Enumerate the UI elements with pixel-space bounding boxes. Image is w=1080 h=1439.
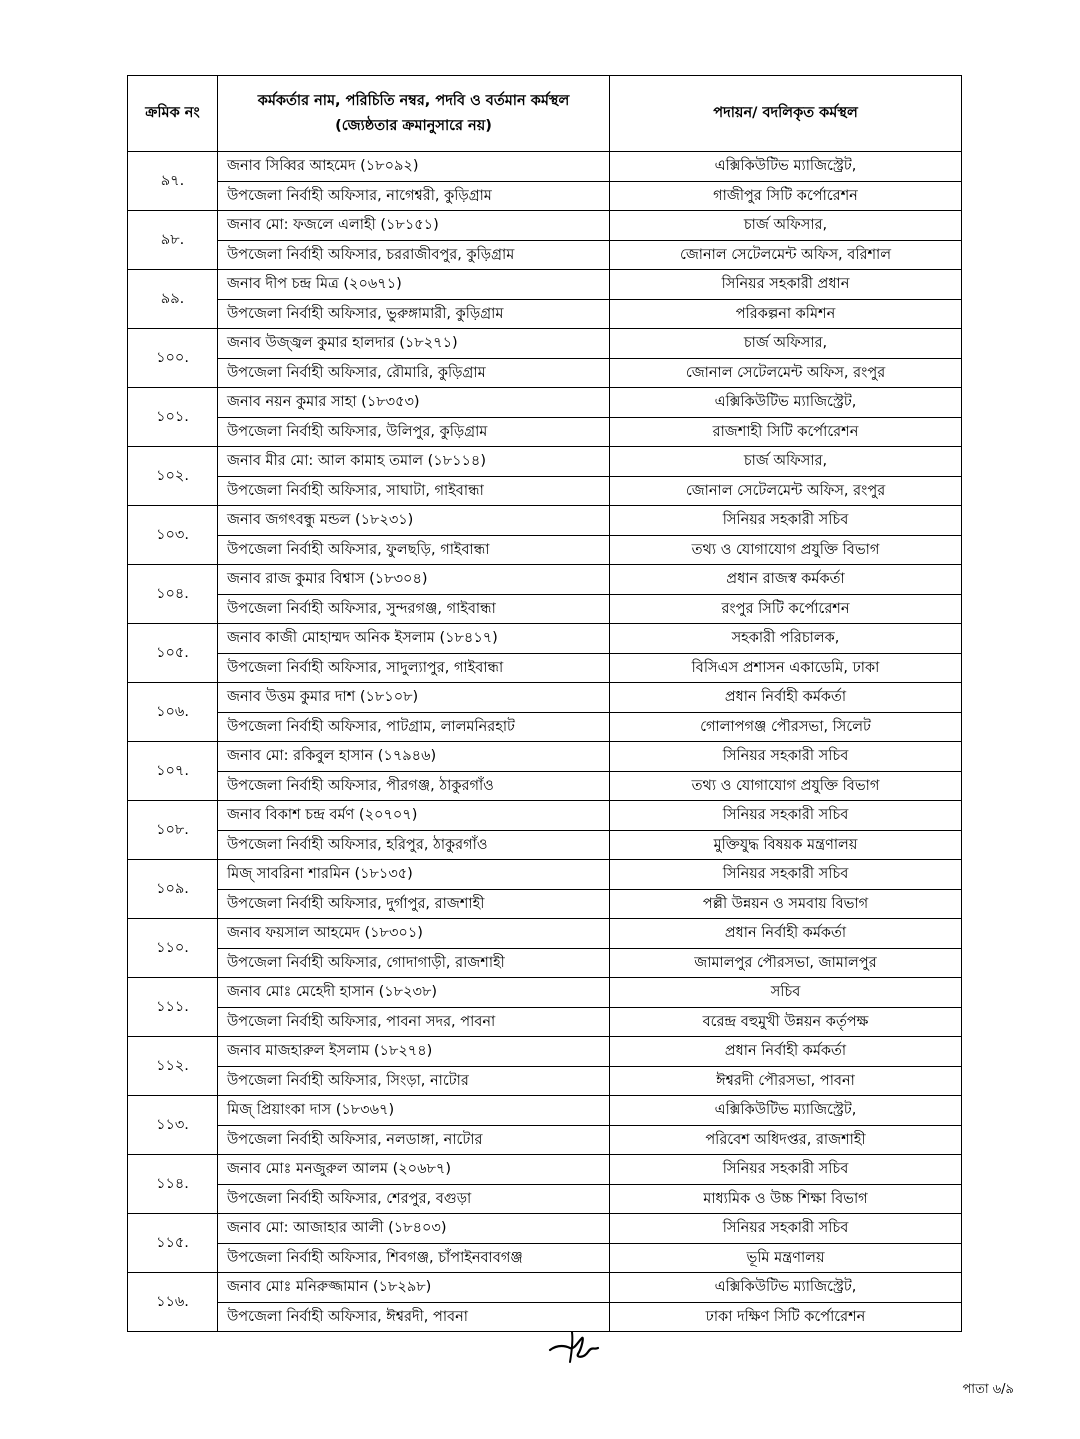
posting-office-cell: মুক্তিযুদ্ধ বিষয়ক মন্ত্রণালয় bbox=[610, 830, 962, 860]
officer-name-cell: জনাব মোঃ মনিরুজ্জামান (১৮২৯৮) bbox=[218, 1273, 610, 1303]
serial-cell: ১০৩. bbox=[128, 506, 218, 565]
officer-name-cell: জনাব মীর মো: আল কামাহ তমাল (১৮১১৪) bbox=[218, 447, 610, 477]
current-workplace-cell: উপজেলা নির্বাহী অফিসার, শিবগঞ্জ, চাঁপাইনবাবগঞ্জ bbox=[218, 1243, 610, 1273]
posting-title-cell: প্রধান নির্বাহী কর্মকর্তা bbox=[610, 1037, 962, 1067]
officer-name-cell: জনাব মো: ফজলে এলাহী (১৮১৫১) bbox=[218, 211, 610, 241]
table-row bbox=[128, 1096, 962, 1126]
serial-cell: ৯৯. bbox=[128, 270, 218, 329]
posting-office-cell: রংপুর সিটি কর্পোরেশন bbox=[610, 594, 962, 624]
current-workplace-cell: উপজেলা নির্বাহী অফিসার, দুর্গাপুর, রাজশাহী bbox=[218, 889, 610, 919]
current-workplace-cell: উপজেলা নির্বাহী অফিসার, রৌমারি, কুড়িগ্রাম bbox=[218, 358, 610, 388]
header-officer-line2: (জ্যেষ্ঠতার ক্রমানুসারে নয়) bbox=[335, 117, 492, 134]
header-officer-line1: কর্মকর্তার নাম, পরিচিতি নম্বর, পদবি ও বর্তমান কর্মস্থল bbox=[257, 92, 570, 109]
posting-office-cell: বরেন্দ্র বহুমুখী উন্নয়ন কর্তৃপক্ষ bbox=[610, 1007, 962, 1037]
serial-cell: ১০২. bbox=[128, 447, 218, 506]
posting-title-cell: চার্জ অফিসার, bbox=[610, 211, 962, 241]
current-workplace-cell: উপজেলা নির্বাহী অফিসার, সিংড়া, নাটোর bbox=[218, 1066, 610, 1096]
officer-name-cell: জনাব কাজী মোহাম্মদ অনিক ইসলাম (১৮৪১৭) bbox=[218, 624, 610, 654]
posting-office-cell: তথ্য ও যোগাযোগ প্রযুক্তি বিভাগ bbox=[610, 535, 962, 565]
table-row bbox=[128, 742, 962, 772]
current-workplace-cell: উপজেলা নির্বাহী অফিসার, ঈশ্বরদী, পাবনা bbox=[218, 1302, 610, 1332]
table-row-continued bbox=[128, 889, 962, 919]
table-row-continued bbox=[128, 712, 962, 742]
posting-office-cell: গাজীপুর সিটি কর্পোরেশন bbox=[610, 181, 962, 211]
officer-name-cell: জনাব রাজ কুমার বিশ্বাস (১৮৩০৪) bbox=[218, 565, 610, 595]
table-row-continued bbox=[128, 1007, 962, 1037]
table-row-continued bbox=[128, 240, 962, 270]
table-row bbox=[128, 1214, 962, 1244]
current-workplace-cell: উপজেলা নির্বাহী অফিসার, গোদাগাড়ী, রাজশাহী bbox=[218, 948, 610, 978]
current-workplace-cell: উপজেলা নির্বাহী অফিসার, সুন্দরগঞ্জ, গাইবান্ধা bbox=[218, 594, 610, 624]
table-row-continued bbox=[128, 299, 962, 329]
current-workplace-cell: উপজেলা নির্বাহী অফিসার, সাঘাটা, গাইবান্ধা bbox=[218, 476, 610, 506]
table-row-continued bbox=[128, 1066, 962, 1096]
posting-office-cell: জোনাল সেটেলমেন্ট অফিস, রংপুর bbox=[610, 358, 962, 388]
posting-title-cell: প্রধান নির্বাহী কর্মকর্তা bbox=[610, 919, 962, 949]
posting-office-cell: পল্লী উন্নয়ন ও সমবায় বিভাগ bbox=[610, 889, 962, 919]
table-row-continued bbox=[128, 653, 962, 683]
posting-office-cell: ঢাকা দক্ষিণ সিটি কর্পোরেশন bbox=[610, 1302, 962, 1332]
officer-name-cell: জনাব নয়ন কুমার সাহা (১৮৩৫৩) bbox=[218, 388, 610, 418]
table-row-continued bbox=[128, 476, 962, 506]
table-row bbox=[128, 270, 962, 300]
current-workplace-cell: উপজেলা নির্বাহী অফিসার, সাদুল্যাপুর, গাইবান্ধা bbox=[218, 653, 610, 683]
current-workplace-cell: উপজেলা নির্বাহী অফিসার, ভুরুঙ্গামারী, কুড়িগ্রাম bbox=[218, 299, 610, 329]
current-workplace-cell: উপজেলা নির্বাহী অফিসার, পীরগঞ্জ, ঠাকুরগাঁও bbox=[218, 771, 610, 801]
officer-name-cell: মিজ্ প্রিয়াংকা দাস (১৮৩৬৭) bbox=[218, 1096, 610, 1126]
posting-title-cell: এক্সিকিউটিভ ম্যাজিস্ট্রেট, bbox=[610, 388, 962, 418]
serial-cell: ৯৮. bbox=[128, 211, 218, 270]
posting-title-cell: এক্সিকিউটিভ ম্যাজিস্ট্রেট, bbox=[610, 152, 962, 182]
table-row-continued bbox=[128, 535, 962, 565]
posting-title-cell: চার্জ অফিসার, bbox=[610, 447, 962, 477]
header-officer bbox=[218, 76, 610, 152]
serial-cell: ১১৫. bbox=[128, 1214, 218, 1273]
current-workplace-cell: উপজেলা নির্বাহী অফিসার, ফুলছড়ি, গাইবান্ধা bbox=[218, 535, 610, 565]
table-row-continued bbox=[128, 830, 962, 860]
posting-title-cell: সিনিয়র সহকারী সচিব bbox=[610, 860, 962, 890]
officer-name-cell: জনাব উজ্জ্বল কুমার হালদার (১৮২৭১) bbox=[218, 329, 610, 359]
table-row bbox=[128, 1037, 962, 1067]
posting-title-cell: সিনিয়র সহকারী সচিব bbox=[610, 801, 962, 831]
header-serial: ক্রমিক নং bbox=[128, 76, 218, 152]
officer-name-cell: মিজ্ সাবরিনা শারমিন (১৮১৩৫) bbox=[218, 860, 610, 890]
header-posting: পদায়ন/ বদলিকৃত কর্মস্থল bbox=[610, 76, 962, 152]
current-workplace-cell: উপজেলা নির্বাহী অফিসার, নাগেশ্বরী, কুড়িগ্রাম bbox=[218, 181, 610, 211]
posting-title-cell: সিনিয়র সহকারী সচিব bbox=[610, 1214, 962, 1244]
table-row-continued bbox=[128, 358, 962, 388]
signature-mark bbox=[548, 1328, 600, 1364]
table-row-continued bbox=[128, 1184, 962, 1214]
posting-title-cell: এক্সিকিউটিভ ম্যাজিস্ট্রেট, bbox=[610, 1096, 962, 1126]
posting-title-cell: সিনিয়র সহকারী সচিব bbox=[610, 742, 962, 772]
officer-name-cell: জনাব জগৎবন্ধু মন্ডল (১৮২৩১) bbox=[218, 506, 610, 536]
table-row bbox=[128, 801, 962, 831]
table-row bbox=[128, 624, 962, 654]
serial-cell: ১০৪. bbox=[128, 565, 218, 624]
posting-office-cell: জোনাল সেটেলমেন্ট অফিস, বরিশাল bbox=[610, 240, 962, 270]
officer-name-cell: জনাব মোঃ মেহেদী হাসান (১৮২৩৮) bbox=[218, 978, 610, 1008]
officer-name-cell: জনাব উত্তম কুমার দাশ (১৮১০৮) bbox=[218, 683, 610, 713]
table-row bbox=[128, 152, 962, 182]
officer-name-cell: জনাব মো: রকিবুল হাসান (১৭৯৪৬) bbox=[218, 742, 610, 772]
posting-title-cell: সহকারী পরিচালক, bbox=[610, 624, 962, 654]
table-row bbox=[128, 919, 962, 949]
serial-cell: ১০০. bbox=[128, 329, 218, 388]
serial-cell: ১০৭. bbox=[128, 742, 218, 801]
table-row bbox=[128, 860, 962, 890]
table-row bbox=[128, 683, 962, 713]
posting-office-cell: পরিবেশ অধিদপ্তর, রাজশাহী bbox=[610, 1125, 962, 1155]
posting-title-cell: সিনিয়র সহকারী সচিব bbox=[610, 506, 962, 536]
serial-cell: ১১৩. bbox=[128, 1096, 218, 1155]
page-number: পাতা ৬/৯ bbox=[962, 1382, 1014, 1397]
current-workplace-cell: উপজেলা নির্বাহী অফিসার, উলিপুর, কুড়িগ্রাম bbox=[218, 417, 610, 447]
posting-office-cell: জামালপুর পৌরসভা, জামালপুর bbox=[610, 948, 962, 978]
serial-cell: ১০৮. bbox=[128, 801, 218, 860]
posting-title-cell: সচিব bbox=[610, 978, 962, 1008]
current-workplace-cell: উপজেলা নির্বাহী অফিসার, চররাজীবপুর, কুড়িগ্রাম bbox=[218, 240, 610, 270]
transfer-table bbox=[127, 75, 962, 1332]
table-row bbox=[128, 211, 962, 241]
serial-cell: ১১০. bbox=[128, 919, 218, 978]
table-row bbox=[128, 506, 962, 536]
table-header-row bbox=[128, 76, 962, 152]
posting-office-cell: পরিকল্পনা কমিশন bbox=[610, 299, 962, 329]
serial-cell: ১০৯. bbox=[128, 860, 218, 919]
posting-title-cell: প্রধান নির্বাহী কর্মকর্তা bbox=[610, 683, 962, 713]
officer-name-cell: জনাব বিকাশ চন্দ্র বর্মণ (২০৭০৭) bbox=[218, 801, 610, 831]
serial-cell: ১০৬. bbox=[128, 683, 218, 742]
table-row-continued bbox=[128, 417, 962, 447]
officer-name-cell: জনাব মোঃ মনজুরুল আলম (২০৬৮৭) bbox=[218, 1155, 610, 1185]
officer-name-cell: জনাব দীপ চন্দ্র মিত্র (২০৬৭১) bbox=[218, 270, 610, 300]
table-row bbox=[128, 565, 962, 595]
posting-title-cell: এক্সিকিউটিভ ম্যাজিস্ট্রেট, bbox=[610, 1273, 962, 1303]
serial-cell: ১১৪. bbox=[128, 1155, 218, 1214]
posting-office-cell: তথ্য ও যোগাযোগ প্রযুক্তি বিভাগ bbox=[610, 771, 962, 801]
posting-title-cell: সিনিয়র সহকারী প্রধান bbox=[610, 270, 962, 300]
serial-cell: ৯৭. bbox=[128, 152, 218, 211]
serial-cell: ১১৬. bbox=[128, 1273, 218, 1332]
officer-name-cell: জনাব ফয়সাল আহমেদ (১৮৩০১) bbox=[218, 919, 610, 949]
table-row bbox=[128, 1273, 962, 1303]
posting-title-cell: প্রধান রাজস্ব কর্মকর্তা bbox=[610, 565, 962, 595]
table-row-continued bbox=[128, 1125, 962, 1155]
posting-office-cell: রাজশাহী সিটি কর্পোরেশন bbox=[610, 417, 962, 447]
officer-name-cell: জনাব মো: আজাহার আলী (১৮৪০৩) bbox=[218, 1214, 610, 1244]
posting-title-cell: চার্জ অফিসার, bbox=[610, 329, 962, 359]
table-row bbox=[128, 978, 962, 1008]
table-row bbox=[128, 329, 962, 359]
posting-title-cell: সিনিয়র সহকারী সচিব bbox=[610, 1155, 962, 1185]
posting-office-cell: গোলাপগঞ্জ পৌরসভা, সিলেট bbox=[610, 712, 962, 742]
posting-office-cell: জোনাল সেটেলমেন্ট অফিস, রংপুর bbox=[610, 476, 962, 506]
table-row-continued bbox=[128, 1302, 962, 1332]
posting-office-cell: বিসিএস প্রশাসন একাডেমি, ঢাকা bbox=[610, 653, 962, 683]
serial-cell: ১১১. bbox=[128, 978, 218, 1037]
officer-name-cell: জনাব মাজহারুল ইসলাম (১৮২৭৪) bbox=[218, 1037, 610, 1067]
serial-cell: ১১২. bbox=[128, 1037, 218, 1096]
current-workplace-cell: উপজেলা নির্বাহী অফিসার, পাবনা সদর, পাবনা bbox=[218, 1007, 610, 1037]
current-workplace-cell: উপজেলা নির্বাহী অফিসার, নলডাঙ্গা, নাটোর bbox=[218, 1125, 610, 1155]
table-row-continued bbox=[128, 181, 962, 211]
posting-office-cell: ঈশ্বরদী পৌরসভা, পাবনা bbox=[610, 1066, 962, 1096]
current-workplace-cell: উপজেলা নির্বাহী অফিসার, শেরপুর, বগুড়া bbox=[218, 1184, 610, 1214]
table-row-continued bbox=[128, 948, 962, 978]
table-row-continued bbox=[128, 1243, 962, 1273]
current-workplace-cell: উপজেলা নির্বাহী অফিসার, হরিপুর, ঠাকুরগাঁও bbox=[218, 830, 610, 860]
table-body bbox=[128, 152, 962, 1332]
serial-cell: ১০৫. bbox=[128, 624, 218, 683]
serial-cell: ১০১. bbox=[128, 388, 218, 447]
officer-name-cell: জনাব সিব্বির আহমেদ (১৮০৯২) bbox=[218, 152, 610, 182]
table-row-continued bbox=[128, 771, 962, 801]
table-row-continued bbox=[128, 594, 962, 624]
table-row bbox=[128, 388, 962, 418]
table-row bbox=[128, 447, 962, 477]
posting-office-cell: মাধ্যমিক ও উচ্চ শিক্ষা বিভাগ bbox=[610, 1184, 962, 1214]
posting-office-cell: ভূমি মন্ত্রণালয় bbox=[610, 1243, 962, 1273]
current-workplace-cell: উপজেলা নির্বাহী অফিসার, পাটগ্রাম, লালমনিরহাট bbox=[218, 712, 610, 742]
table-row bbox=[128, 1155, 962, 1185]
